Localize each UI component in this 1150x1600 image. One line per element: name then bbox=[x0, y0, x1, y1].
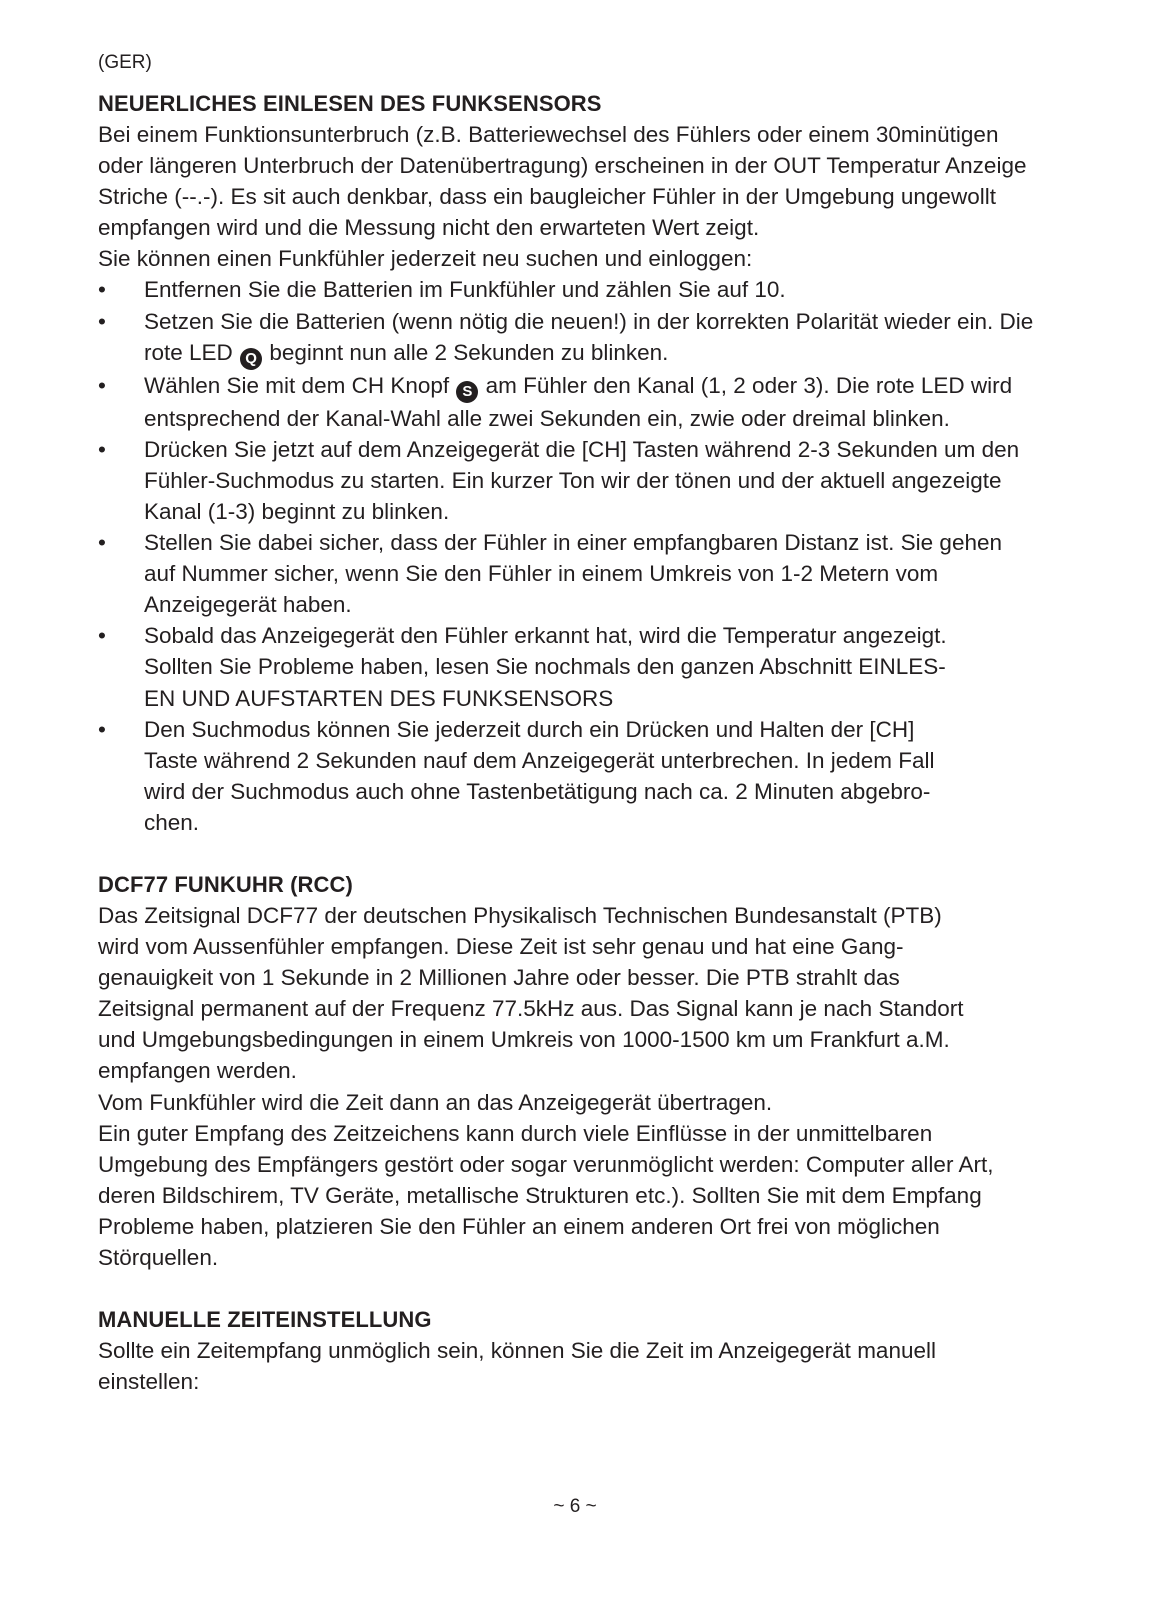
list-item-line: Taste während 2 Sekunden nauf dem Anzeigegerät unterbrechen. In jedem Fall bbox=[144, 747, 935, 773]
list-item bbox=[98, 306, 1038, 370]
paragraph-line: wird vom Aussenfühler empfangen. Diese Zeit ist sehr genau und hat eine Gang- bbox=[98, 934, 904, 960]
paragraph-line: und Umgebungsbedingungen in einem Umkreis von 1000-1500 km um Frankfurt a.M. bbox=[98, 1027, 950, 1053]
list-item-text: beginnt nun alle 2 Sekunden zu blinken. bbox=[269, 339, 669, 365]
ch-button-s-icon: S bbox=[456, 381, 478, 403]
list-item-text: Stellen Sie dabei sicher, dass der Fühler in einer empfangbaren Distanz ist. Sie gehen auf Nummer sicher, wenn Sie den Fühler in einem Umkreis von 1-2 Metern vom Anzeigegerät haben. bbox=[144, 530, 1002, 618]
page-number: ~ 6 ~ bbox=[553, 1496, 597, 1517]
section2-paragraph-3: Ein guter Empfang des Zeitzeichens kann durch viele Einflüsse in der unmittelbaren Umgebung des Empfängers gestört oder sogar verunmöglicht werden: Computer aller Art, deren Bildschirem, TV Geräte, metallische Strukturen etc.). Sollten Sie mit dem Empfang Probleme haben, platzieren Sie den Fühler an einem anderen Ort frei von möglichen Störquellen. bbox=[98, 1120, 994, 1270]
paragraph-line: empfangen werden. bbox=[98, 1058, 297, 1084]
bullet: • bbox=[98, 623, 106, 649]
bullet: • bbox=[98, 308, 106, 334]
bullet: • bbox=[98, 530, 106, 556]
list-item bbox=[98, 370, 1038, 434]
led-q-icon: Q bbox=[240, 348, 262, 370]
list-item-text: am Fühler den Kanal (1, 2 oder 3). Die rote LED wird entsprechend der Kanal-Wahl alle zwei Sekunden ein, zwie oder dreimal blinken. bbox=[144, 372, 1013, 431]
bullet: • bbox=[98, 277, 106, 303]
list-item bbox=[98, 620, 1038, 713]
section2-paragraph-1 bbox=[98, 900, 1038, 1087]
section-spacer bbox=[98, 1273, 1038, 1304]
list-item-text: Drücken Sie jetzt auf dem Anzeigegerät die [CH] Tasten während 2-3 Sekunden um den Fühler-Suchmodus zu starten. Ein kurzer Ton wir der tönen und der aktuell angezeigte Kanal (1-3) beginnt zu blinken. bbox=[144, 436, 1020, 524]
bullet: • bbox=[98, 716, 106, 742]
bullet: • bbox=[98, 372, 106, 398]
list-item-text: Wählen Sie mit dem CH Knopf bbox=[144, 372, 450, 398]
list-item-line: Sobald das Anzeigegerät den Fühler erkannt hat, wird die Temperatur angezeigt. bbox=[144, 623, 947, 649]
paragraph-line: genauigkeit von 1 Sekunde in 2 Millionen Jahre oder besser. Die PTB strahlt das bbox=[98, 965, 900, 991]
list-item-line: Sollten Sie Probleme haben, lesen Sie nochmals den ganzen Abschnitt EINLES- bbox=[144, 654, 946, 680]
section2-paragraph-2: Vom Funkfühler wird die Zeit dann an das Anzeigegerät übertragen. bbox=[98, 1089, 773, 1115]
list-item-text: Setzen Sie die Batterien (wenn nötig die neuen!) in der korrekten Polarität wieder ein. Die rote LED bbox=[144, 308, 1034, 365]
section1-paragraph-1: Bei einem Funktionsunterbruch (z.B. Batteriewechsel des Fühlers oder einem 30minütigen oder längeren Unterbruch der Datenübertragung) erscheinen in der OUT Temperatur Anzeige Striche (--.-). Es sit auch denkbar, dass ein baugleicher Fühler in der Umgebung ungewollt empfangen wird und die Messung nicht den erwarteten Wert zeigt. bbox=[98, 122, 1027, 241]
list-item bbox=[98, 274, 1038, 305]
list-item-text: Entfernen Sie die Batterien im Funkfühler und zählen Sie auf 10. bbox=[144, 277, 786, 303]
paragraph-line: Zeitsignal permanent auf der Frequenz 77.5kHz aus. Das Signal kann je nach Standort bbox=[98, 996, 964, 1022]
paragraph-line: Das Zeitsignal DCF77 der deutschen Physikalisch Technischen Bundesanstalt (PTB) bbox=[98, 902, 942, 928]
section-heading-manual-time: MANUELLE ZEITEINSTELLUNG bbox=[98, 1307, 432, 1333]
section1-paragraph-2: Sie können einen Funkfühler jederzeit neu suchen und einloggen: bbox=[98, 246, 753, 272]
list-item bbox=[98, 434, 1038, 527]
section3-paragraph-1: Sollte ein Zeitempfang unmöglich sein, können Sie die Zeit im Anzeigegerät manuell einstellen: bbox=[98, 1338, 936, 1395]
list-item-line: EN UND AUFSTARTEN DES FUNKSENSORS bbox=[144, 685, 614, 711]
instruction-list bbox=[98, 274, 1038, 838]
list-item-line: chen. bbox=[144, 809, 200, 835]
bullet: • bbox=[98, 436, 106, 462]
list-item bbox=[98, 714, 1038, 838]
section-heading-funksensor: NEUERLICHES EINLESEN DES FUNKSENSORS bbox=[98, 91, 602, 116]
list-item-line: wird der Suchmodus auch ohne Tastenbetätigung nach ca. 2 Minuten abgebro- bbox=[144, 778, 931, 804]
section-spacer bbox=[98, 838, 1038, 869]
document-page bbox=[98, 50, 1038, 1397]
section-heading-dcf77: DCF77 FUNKUHR (RCC) bbox=[98, 871, 353, 897]
list-item-line: Den Suchmodus können Sie jederzeit durch ein Drücken und Halten der [CH] bbox=[144, 716, 915, 742]
language-tag: (GER) bbox=[98, 52, 152, 73]
list-item bbox=[98, 527, 1038, 620]
